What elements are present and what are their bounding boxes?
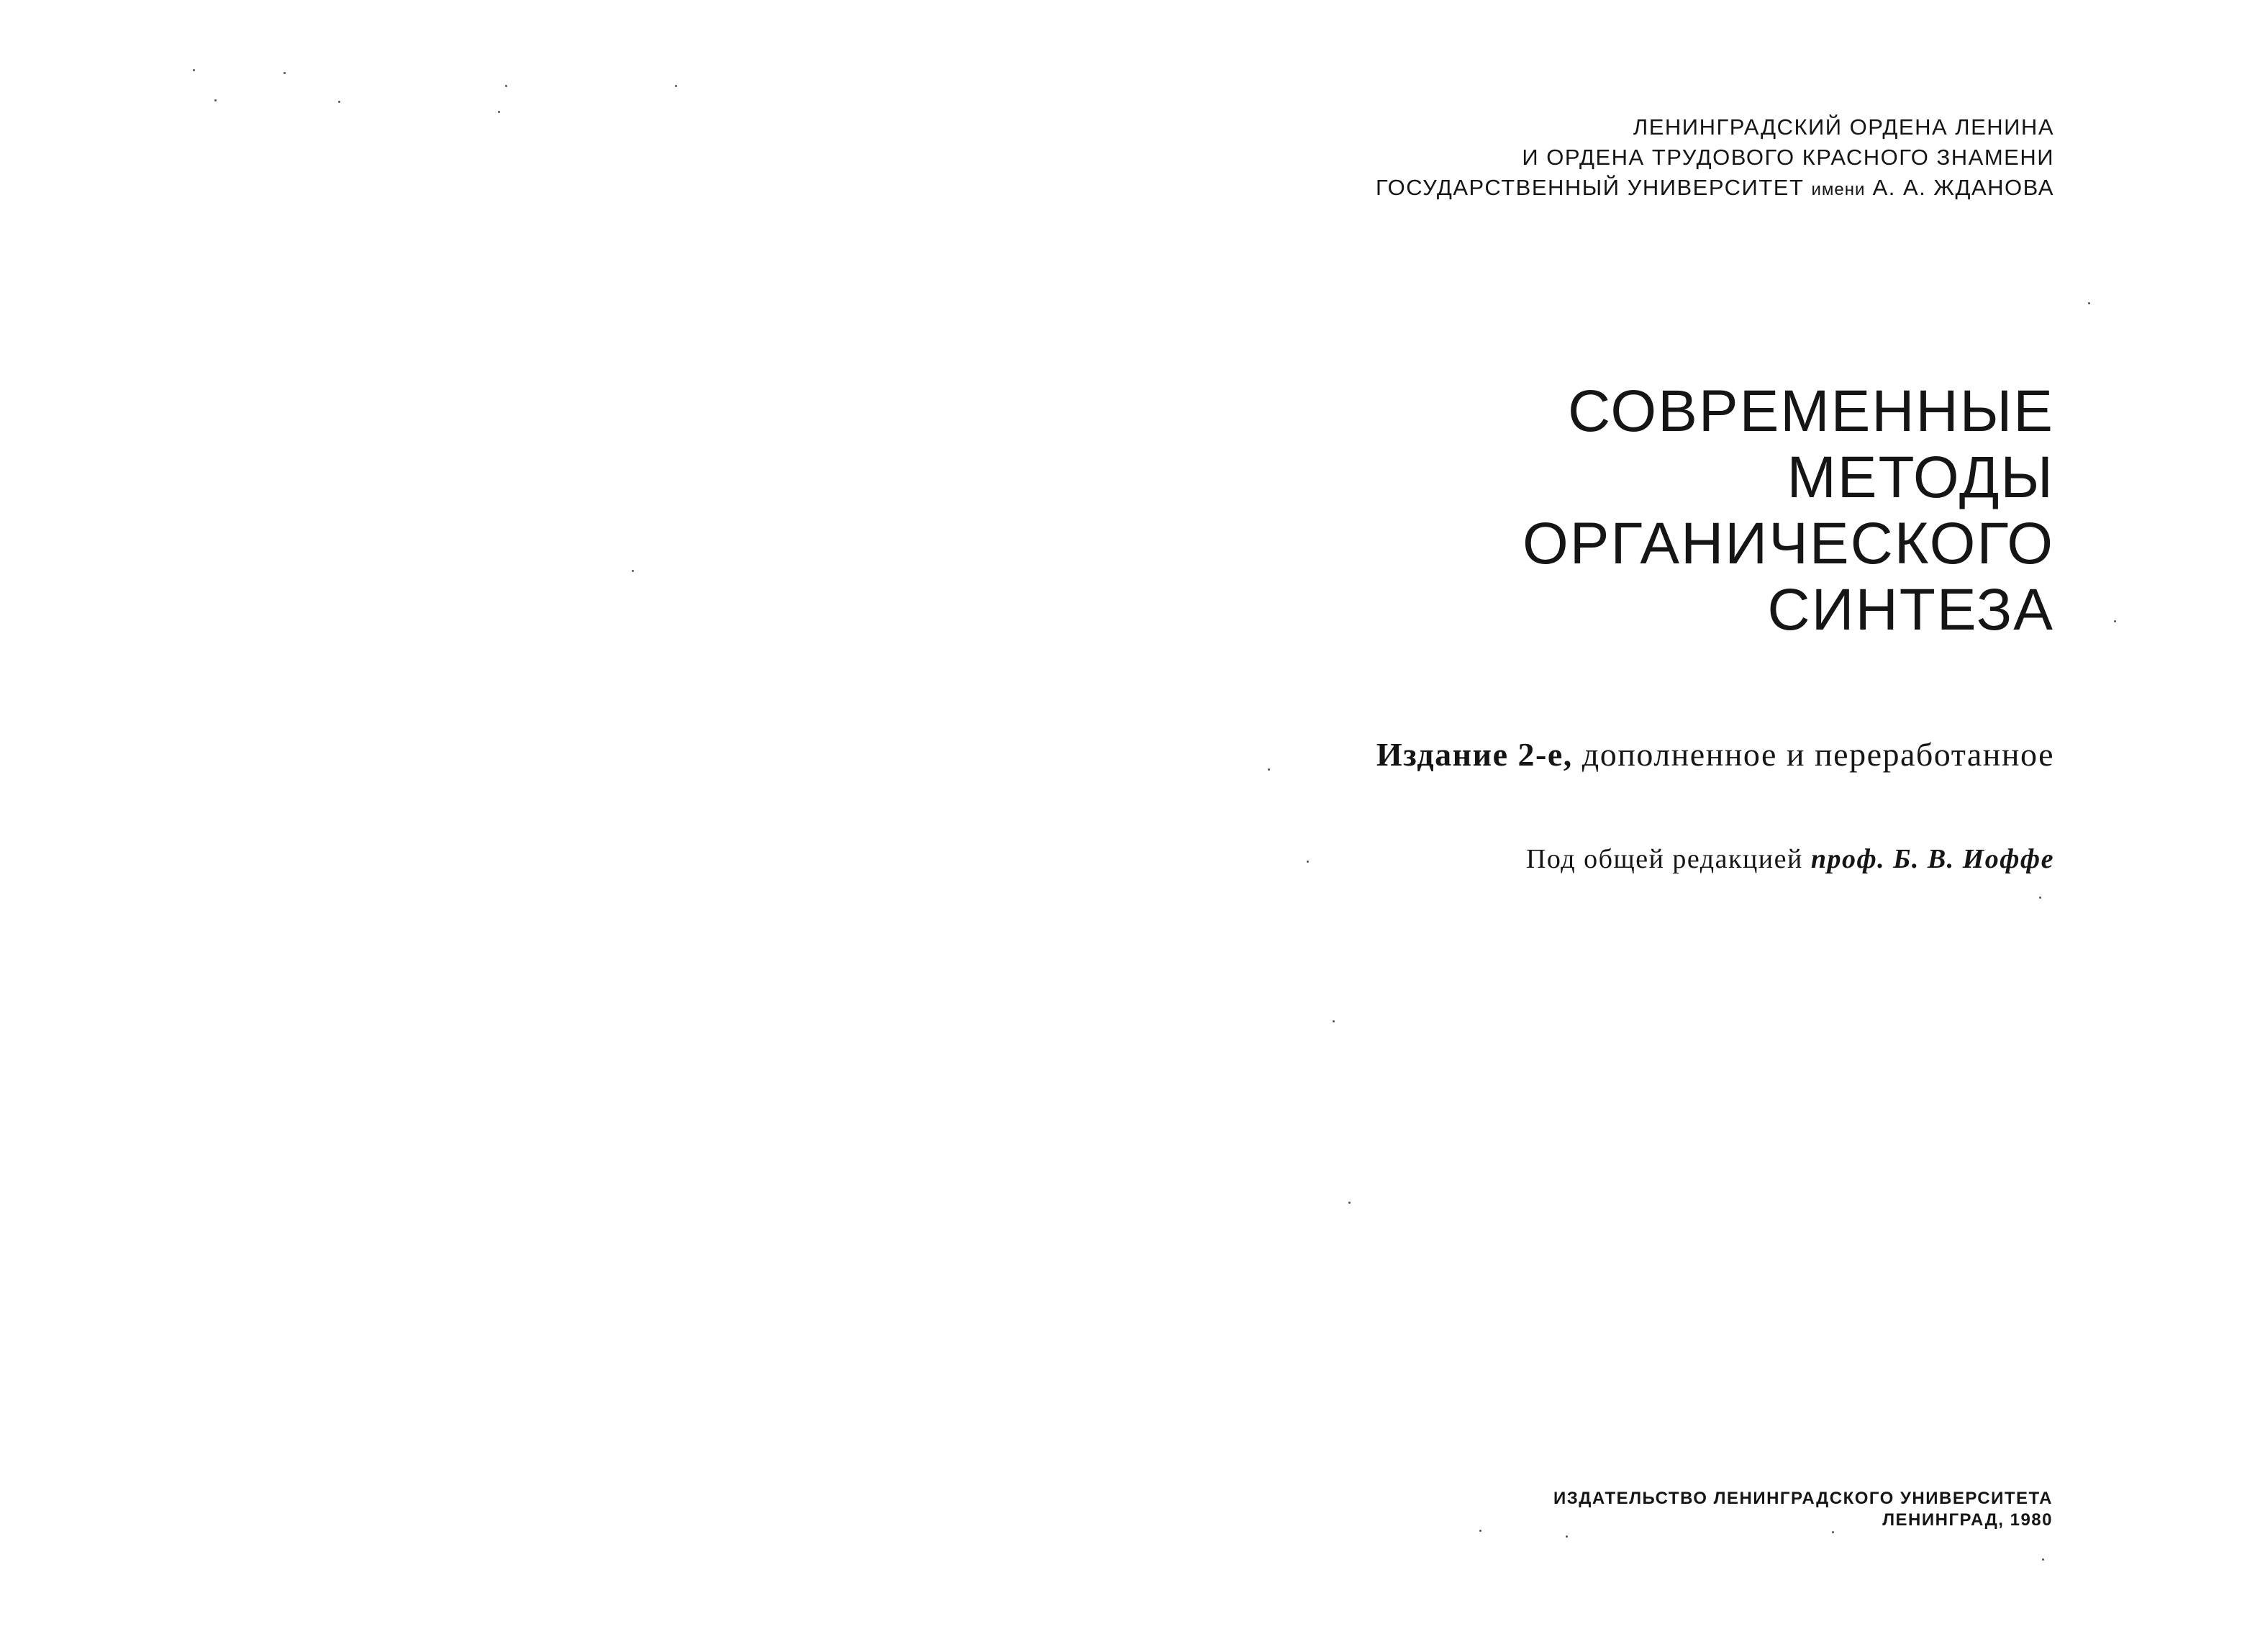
- title-page: [1130, 0, 2260, 1652]
- scan-speck: [283, 72, 286, 74]
- title-line-4: СИНТЕЗА: [1767, 577, 2054, 643]
- scan-speck: [1566, 1535, 1568, 1538]
- institution-line-2: И ОРДЕНА ТРУДОВОГО КРАСНОГО ЗНАМЕНИ: [1522, 145, 2054, 170]
- scan-speck: [2039, 897, 2041, 899]
- institution-line-3-small: имени: [1811, 180, 1866, 199]
- scan-speck: [2114, 620, 2116, 622]
- institution-line-3-main: ГОСУДАРСТВЕННЫЙ УНИВЕРСИТЕТ: [1376, 175, 1805, 200]
- title-line-1: СОВРЕМЕННЫЕ: [1568, 378, 2054, 444]
- editor-credit: [1526, 843, 2054, 875]
- institution-header: [1376, 112, 2054, 205]
- scan-speck: [1832, 1531, 1834, 1533]
- scan-speck: [2088, 302, 2090, 304]
- scan-speck: [1348, 1202, 1351, 1204]
- editor-prefix: Под общей редакцией: [1525, 844, 1803, 874]
- scan-speck: [338, 101, 340, 103]
- scan-speck: [2042, 1558, 2044, 1561]
- scan-speck: [1268, 768, 1270, 771]
- scan-speck: [1479, 1530, 1481, 1532]
- edition-number: Издание 2-е,: [1376, 736, 1573, 773]
- book-title: [1522, 378, 2054, 643]
- institution-line-3-end: А. А. ЖДАНОВА: [1872, 175, 2054, 200]
- institution-line-3: [1376, 173, 2054, 205]
- scan-speck: [1333, 1020, 1335, 1022]
- title-line-3: ОРГАНИЧЕСКОГО: [1522, 511, 2054, 576]
- scan-speck: [193, 69, 195, 71]
- scan-speck: [214, 99, 217, 101]
- editor-name: проф. Б. В. Иоффе: [1810, 844, 2054, 874]
- scan-speck: [498, 111, 500, 113]
- edition-description: дополненное и переработанное: [1581, 736, 2054, 773]
- publisher-imprint: [1553, 1488, 2053, 1531]
- edition-note: [1376, 735, 2054, 773]
- scan-speck: [675, 85, 677, 87]
- title-line-2: МЕТОДЫ: [1787, 445, 2054, 510]
- scan-speck: [632, 570, 634, 572]
- scan-speck: [505, 85, 507, 87]
- scan-speck: [1307, 861, 1309, 863]
- publisher-city-year: ЛЕНИНГРАД, 1980: [1882, 1510, 2053, 1530]
- publisher-name: ИЗДАТЕЛЬСТВО ЛЕНИНГРАДСКОГО УНИВЕРСИТЕТА: [1553, 1489, 2053, 1508]
- institution-line-1: ЛЕНИНГРАДСКИЙ ОРДЕНА ЛЕНИНА: [1633, 114, 2054, 140]
